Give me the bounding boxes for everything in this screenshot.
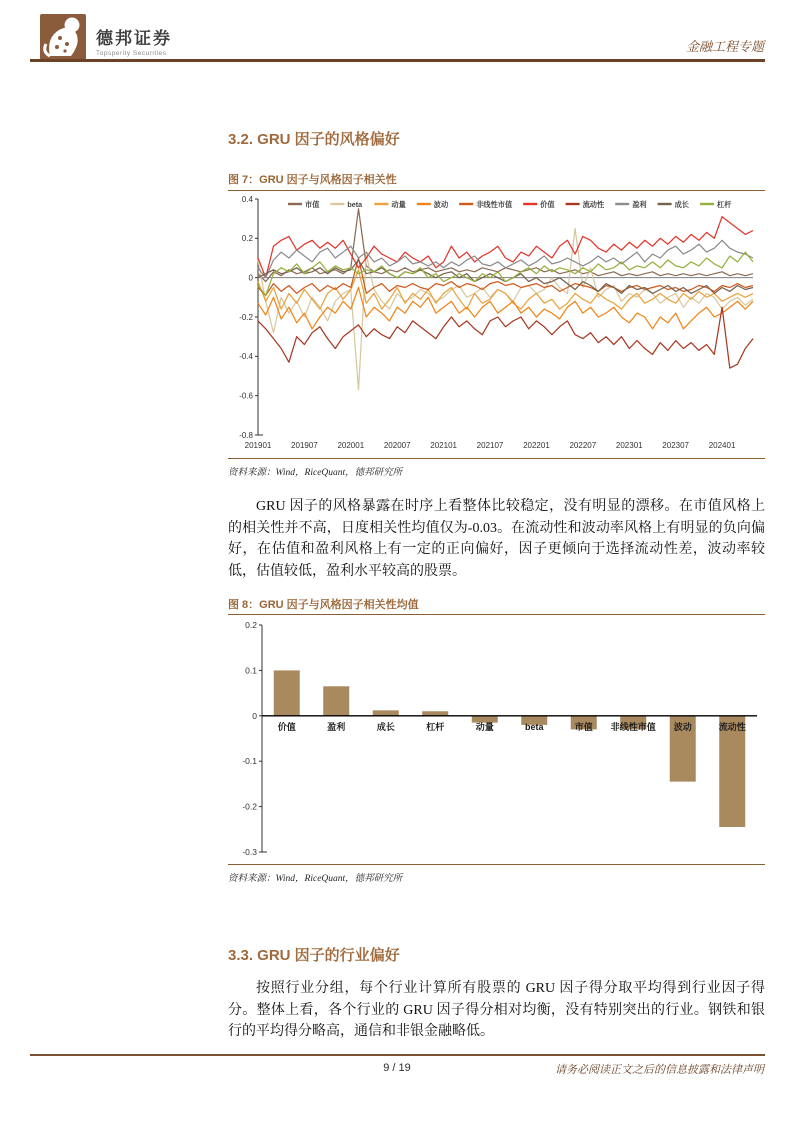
- figure-8-caption: 图 8：GRU 因子与风格因子相关性均值: [228, 599, 419, 611]
- svg-text:-0.8: -0.8: [239, 430, 253, 440]
- svg-text:-0.2: -0.2: [239, 312, 253, 322]
- svg-text:市值: 市值: [305, 199, 320, 209]
- svg-text:-0.6: -0.6: [239, 391, 253, 401]
- svg-text:流动性: 流动性: [582, 199, 605, 209]
- svg-text:beta: beta: [524, 721, 544, 732]
- paragraph-style-exposure: GRU 因子的风格暴露在时序上看整体比较稳定，没有明显的漂移。在市值风格上的相关性并不高，日度相关性均值仅为-0.03。在流动性和波动率风格上有明显的负向偏好，在估值和盈利风格上有一定的正向偏好，因子更倾向于选择流动性差，波动率较低，估值较低，盈利水平较高的股票。: [228, 499, 765, 579]
- figure-8-source: 资料来源：Wind，RiceQuant，德邦研究所: [228, 874, 403, 884]
- svg-text:波动: 波动: [673, 721, 692, 732]
- svg-text:202001: 202001: [337, 441, 365, 450]
- brand-subtitle: Topsperity Securities: [96, 50, 167, 57]
- svg-text:杠杆: 杠杆: [717, 199, 732, 209]
- svg-text:0.1: 0.1: [245, 665, 257, 676]
- svg-text:202201: 202201: [523, 441, 550, 450]
- svg-text:价值: 价值: [277, 721, 296, 732]
- svg-text:202101: 202101: [430, 441, 457, 450]
- brand-block: [96, 24, 172, 57]
- svg-text:非线性市值: 非线性市值: [476, 199, 513, 209]
- svg-text:0: 0: [252, 710, 257, 721]
- svg-text:202207: 202207: [569, 441, 597, 450]
- svg-text:动量: 动量: [475, 721, 494, 732]
- figure-7-caption-rule: [228, 190, 765, 191]
- svg-text:202301: 202301: [615, 441, 643, 450]
- brand-name: 德邦证券: [96, 29, 172, 48]
- svg-text:-0.2: -0.2: [242, 801, 257, 812]
- svg-text:盈利: 盈利: [327, 721, 346, 732]
- fig8-bar-chart: [228, 617, 765, 862]
- svg-text:波动: 波动: [433, 199, 449, 209]
- svg-text:-0.1: -0.1: [242, 756, 257, 767]
- svg-text:杠杆: 杠杆: [426, 721, 445, 732]
- svg-text:202401: 202401: [708, 441, 736, 450]
- svg-text:0: 0: [248, 273, 253, 283]
- svg-text:盈利: 盈利: [632, 199, 647, 209]
- svg-text:201907: 201907: [291, 441, 318, 450]
- svg-text:202307: 202307: [662, 441, 690, 450]
- svg-text:0.2: 0.2: [241, 234, 253, 244]
- svg-text:201901: 201901: [244, 441, 272, 450]
- svg-text:成长: 成长: [674, 199, 689, 209]
- leopard-logo-icon: [40, 14, 86, 60]
- svg-text:-0.3: -0.3: [242, 847, 257, 857]
- svg-text:流动性: 流动性: [718, 721, 746, 732]
- section-3-3-title: 3.3. GRU 因子的行业偏好: [228, 947, 400, 964]
- figure-7-source-rule: [228, 458, 765, 459]
- figure-7-source: 资料来源：Wind，RiceQuant，德邦研究所: [228, 468, 403, 478]
- svg-text:202007: 202007: [383, 441, 411, 450]
- svg-text:市值: 市值: [574, 721, 593, 732]
- company-logo: [40, 14, 86, 65]
- svg-text:-0.4: -0.4: [239, 352, 253, 362]
- svg-text:成长: 成长: [376, 721, 395, 732]
- legal-notice: 请务必阅读正文之后的信息披露和法律声明: [555, 1064, 764, 1076]
- svg-text:动量: 动量: [391, 199, 406, 209]
- svg-text:0.2: 0.2: [245, 620, 257, 630]
- figure-8-caption-rule: [228, 614, 765, 615]
- figure-8-source-rule: [228, 864, 765, 865]
- fig7-line-chart: [228, 193, 765, 455]
- section-3-2-title: 3.2. GRU 因子的风格偏好: [228, 131, 400, 148]
- svg-text:0.4: 0.4: [241, 194, 253, 204]
- footer-divider: [30, 1054, 765, 1056]
- svg-text:202107: 202107: [476, 441, 504, 450]
- svg-text:非线性市值: 非线性市值: [610, 721, 656, 732]
- figure-7-caption: 图 7：GRU 因子与风格因子相关性: [228, 174, 397, 186]
- svg-text:beta: beta: [347, 199, 363, 209]
- header-divider: [30, 59, 765, 62]
- svg-text:价值: 价值: [540, 199, 555, 209]
- page-number: 9 / 19: [383, 1062, 411, 1074]
- report-category: 金融工程专题: [685, 39, 764, 54]
- paragraph-industry: 按照行业分组，每个行业计算所有股票的 GRU 因子得分取平均得到行业因子得分。整体上看，各个行业的 GRU 因子得分相对均衡，没有特别突出的行业。钢铁和银行的平均得分略高，通信和非银金融略低。: [228, 981, 765, 1039]
